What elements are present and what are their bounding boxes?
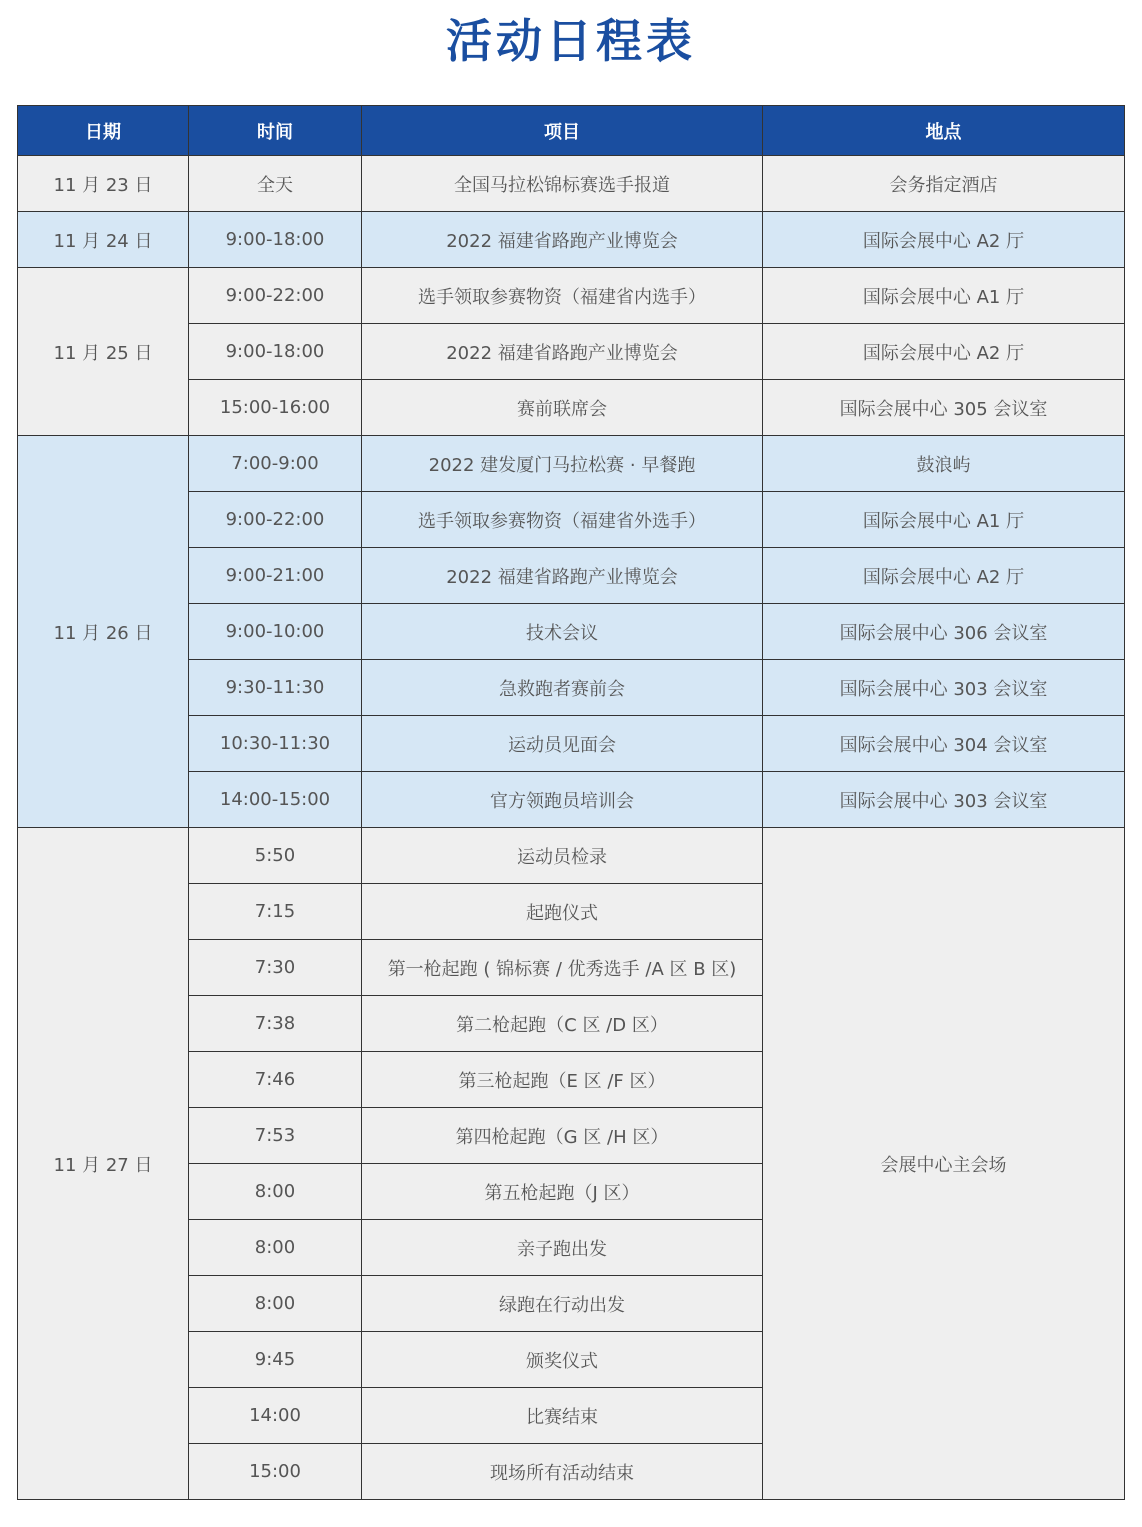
item-cell: 2022 福建省路跑产业博览会: [362, 212, 763, 268]
time-cell: 9:00-10:00: [189, 604, 362, 660]
date-cell: 11 月 23 日: [18, 156, 189, 212]
time-cell: 7:15: [189, 884, 362, 940]
item-cell: 绿跑在行动出发: [362, 1276, 763, 1332]
place-cell: 国际会展中心 A1 厅: [763, 492, 1125, 548]
time-cell: 15:00-16:00: [189, 380, 362, 436]
item-cell: 技术会议: [362, 604, 763, 660]
item-cell: 2022 福建省路跑产业博览会: [362, 548, 763, 604]
time-cell: 7:46: [189, 1052, 362, 1108]
time-cell: 14:00-15:00: [189, 772, 362, 828]
item-cell: 运动员检录: [362, 828, 763, 884]
time-cell: 10:30-11:30: [189, 716, 362, 772]
place-cell: 国际会展中心 A2 厅: [763, 212, 1125, 268]
place-cell: 国际会展中心 A2 厅: [763, 324, 1125, 380]
table-row: [18, 212, 1125, 268]
table-row: [18, 268, 1125, 324]
page-title: 活动日程表: [446, 14, 696, 68]
time-cell: 8:00: [189, 1220, 362, 1276]
item-cell: 官方领跑员培训会: [362, 772, 763, 828]
item-cell: 第四枪起跑（G 区 /H 区）: [362, 1108, 763, 1164]
table-row: [18, 828, 1125, 884]
place-cell: 会展中心主会场: [763, 828, 1125, 1500]
item-cell: 第一枪起跑 ( 锦标赛 / 优秀选手 /A 区 B 区): [362, 940, 763, 996]
time-cell: 9:00-18:00: [189, 324, 362, 380]
table-row: [18, 436, 1125, 492]
time-cell: 9:00-18:00: [189, 212, 362, 268]
header-date: 日期: [18, 106, 189, 156]
date-cell: 11 月 24 日: [18, 212, 189, 268]
place-cell: 国际会展中心 303 会议室: [763, 660, 1125, 716]
time-cell: 7:00-9:00: [189, 436, 362, 492]
item-cell: 2022 福建省路跑产业博览会: [362, 324, 763, 380]
place-cell: 鼓浪屿: [763, 436, 1125, 492]
item-cell: 第五枪起跑（J 区）: [362, 1164, 763, 1220]
item-cell: 选手领取参赛物资（福建省外选手）: [362, 492, 763, 548]
place-cell: 会务指定酒店: [763, 156, 1125, 212]
table-row: [18, 156, 1125, 212]
place-cell: 国际会展中心 305 会议室: [763, 380, 1125, 436]
item-cell: 第二枪起跑（C 区 /D 区）: [362, 996, 763, 1052]
time-cell: 15:00: [189, 1444, 362, 1500]
time-cell: 9:45: [189, 1332, 362, 1388]
time-cell: 5:50: [189, 828, 362, 884]
item-cell: 选手领取参赛物资（福建省内选手）: [362, 268, 763, 324]
place-cell: 国际会展中心 A2 厅: [763, 548, 1125, 604]
time-cell: 8:00: [189, 1164, 362, 1220]
item-cell: 运动员见面会: [362, 716, 763, 772]
time-cell: 全天: [189, 156, 362, 212]
time-cell: 7:38: [189, 996, 362, 1052]
time-cell: 9:30-11:30: [189, 660, 362, 716]
item-cell: 赛前联席会: [362, 380, 763, 436]
item-cell: 第三枪起跑（E 区 /F 区）: [362, 1052, 763, 1108]
header-place: 地点: [763, 106, 1125, 156]
date-cell: 11 月 26 日: [18, 436, 189, 828]
header-item: 项目: [362, 106, 763, 156]
item-cell: 亲子跑出发: [362, 1220, 763, 1276]
item-cell: 起跑仪式: [362, 884, 763, 940]
time-cell: 9:00-22:00: [189, 268, 362, 324]
item-cell: 全国马拉松锦标赛选手报道: [362, 156, 763, 212]
header-time: 时间: [189, 106, 362, 156]
date-cell: 11 月 27 日: [18, 828, 189, 1500]
time-cell: 9:00-21:00: [189, 548, 362, 604]
item-cell: 颁奖仪式: [362, 1332, 763, 1388]
place-cell: 国际会展中心 304 会议室: [763, 716, 1125, 772]
item-cell: 急救跑者赛前会: [362, 660, 763, 716]
item-cell: 现场所有活动结束: [362, 1444, 763, 1500]
time-cell: 8:00: [189, 1276, 362, 1332]
item-cell: 比赛结束: [362, 1388, 763, 1444]
schedule-table: [17, 105, 1125, 1500]
date-cell: 11 月 25 日: [18, 268, 189, 436]
table-header-row: [18, 106, 1125, 156]
time-cell: 9:00-22:00: [189, 492, 362, 548]
time-cell: 7:53: [189, 1108, 362, 1164]
place-cell: 国际会展中心 306 会议室: [763, 604, 1125, 660]
item-cell: 2022 建发厦门马拉松赛 · 早餐跑: [362, 436, 763, 492]
time-cell: 7:30: [189, 940, 362, 996]
place-cell: 国际会展中心 A1 厅: [763, 268, 1125, 324]
place-cell: 国际会展中心 303 会议室: [763, 772, 1125, 828]
time-cell: 14:00: [189, 1388, 362, 1444]
